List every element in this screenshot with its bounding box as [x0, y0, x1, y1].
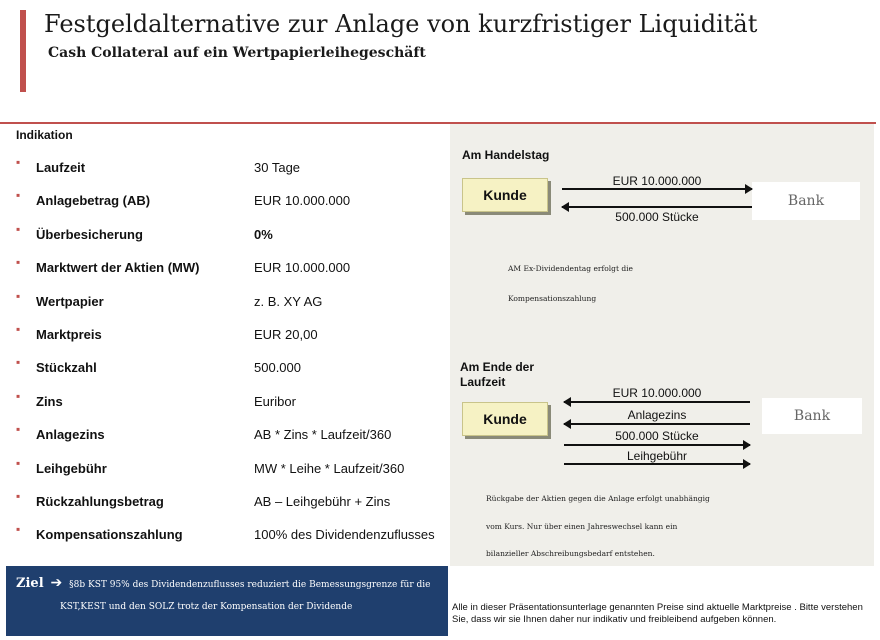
bullet: ▪ — [16, 188, 21, 203]
indication-row-wertpapier — [16, 286, 446, 319]
indication-row-ueberbesicherung — [16, 219, 446, 252]
laufzeitende-note-line1: Rückgabe der Aktien gegen die Anlage erfolgt unabhängig — [486, 494, 710, 503]
handelstag-note-line2: Kompensationszahlung — [508, 294, 597, 303]
indication-row-laufzeit — [16, 152, 446, 185]
laufzeitende-note-line2: vom Kurs. Nur über einen Jahreswechsel kann ein — [486, 522, 678, 531]
indication-value: AB * Zins * Laufzeit/360 — [254, 427, 392, 443]
arrow-label-leihgebuehr: Leihgebühr — [626, 449, 688, 463]
laufzeitende-title-line2: Laufzeit — [460, 375, 506, 389]
indication-value: 0% — [254, 226, 273, 242]
indication-label: Marktpreis — [36, 326, 102, 342]
bullet: ▪ — [16, 355, 21, 370]
indication-row-rueckzahlung — [16, 486, 446, 519]
indication-label: Anlagezins — [36, 427, 105, 443]
bullet: ▪ — [16, 522, 21, 537]
ziel-box — [6, 566, 448, 636]
indication-value: z. B. XY AG — [254, 293, 323, 309]
arrow-label-stuecke-return: 500.000 Stücke — [615, 429, 699, 443]
indication-row-anlagebetrag — [16, 185, 446, 218]
disclaimer-text: Alle in dieser Präsentationsunterlage genannten Preise sind aktuelle Marktpreise . Bitte verstehen Sie, dass wir sie Ihnen daher nur indikativ und freibleibend aufgeben können. — [452, 602, 863, 625]
arrow-label-eur: EUR 10.000.000 — [612, 174, 702, 188]
bullet: ▪ — [16, 488, 21, 503]
page-title: Festgeldalternative zur Anlage von kurzfristiger Liquidität — [44, 10, 758, 38]
arrow-label-eur-return: EUR 10.000.000 — [612, 386, 702, 400]
bullet: ▪ — [16, 288, 21, 303]
handelstag-note-line1: AM Ex-Dividendentag erfolgt die — [508, 264, 633, 273]
indication-row-marktpreis — [16, 319, 446, 352]
laufzeitende-title-line1: Am Ende der — [460, 360, 535, 374]
bullet: ▪ — [16, 255, 21, 270]
bullet: ▪ — [16, 321, 21, 336]
indication-label: Laufzeit — [36, 160, 86, 175]
indication-value: EUR 10.000.000 — [254, 193, 351, 209]
handelstag-title: Am Handelstag — [462, 148, 550, 162]
indication-label: Leihgebühr — [36, 460, 107, 476]
bullet: ▪ — [16, 221, 21, 236]
arrow-right-leihgebuehr — [564, 463, 750, 465]
indication-row-anlagezins — [16, 419, 446, 452]
indication-value: 500.000 — [254, 360, 301, 376]
indication-row-stueckzahl — [16, 352, 446, 385]
indication-label: Überbesicherung — [36, 226, 143, 242]
arrow-right-eur — [562, 188, 752, 190]
indication-label: Wertpapier — [36, 293, 104, 309]
indication-label: Kompensationszahlung — [36, 527, 183, 543]
bullet: ▪ — [16, 422, 21, 437]
indication-row-kompensation — [16, 519, 446, 552]
indication-row-marktwert — [16, 252, 446, 285]
title-accent-bar — [20, 10, 26, 92]
indication-label: Zins — [36, 393, 63, 409]
indication-value: Euribor — [254, 393, 296, 409]
indication-value: 30 Tage — [254, 160, 301, 175]
bullet: ▪ — [16, 455, 21, 470]
arrow-label-stuecke: 500.000 Stücke — [615, 210, 699, 224]
ziel-line1 — [16, 575, 430, 591]
indication-value: MW * Leihe * Laufzeit/360 — [254, 460, 405, 476]
page-subtitle: Cash Collateral auf ein Wertpapierleihegeschäft — [48, 45, 426, 61]
indication-heading: Indikation — [16, 128, 73, 142]
ziel-label: Ziel — [16, 576, 44, 591]
bullet: ▪ — [16, 388, 21, 403]
indication-label: Rückzahlungsbetrag — [36, 493, 164, 509]
indication-label: Stückzahl — [36, 360, 97, 376]
flow-diagram-panel — [450, 124, 874, 566]
arrow-label-anlagezins: Anlagezins — [627, 408, 687, 422]
indication-label: Anlagebetrag (AB) — [36, 193, 151, 209]
arrow-left-anlagezins — [564, 423, 750, 425]
indication-value: AB – Leihgebühr + Zins — [254, 493, 391, 509]
indication-row-zins — [16, 386, 446, 419]
arrow-left-stuecke — [562, 206, 752, 208]
laufzeitende-note-line3: bilanzieller Abschreibungsbedarf entstehen. — [486, 549, 655, 558]
arrow-right-stuecke-return — [564, 444, 750, 446]
bank-box-laufzeitende: Bank — [762, 398, 862, 434]
indication-value: EUR 20,00 — [254, 326, 318, 342]
kunde-box-handelstag: Kunde — [462, 178, 548, 212]
indication-value: EUR 10.000.000 — [254, 260, 351, 276]
ziel-text-line2: KST,KEST und den SOLZ trotz der Kompensation der Dividende — [60, 602, 353, 612]
indication-row-leihgebuehr — [16, 453, 446, 486]
kunde-box-laufzeitende: Kunde — [462, 402, 548, 436]
ziel-text-line1: §8b KST 95% des Dividendenzuflusses reduziert die Bemessungsgrenze für die — [69, 580, 431, 590]
indication-list — [16, 152, 446, 553]
arrow-right-icon: ➔ — [50, 575, 63, 591]
bullet: ▪ — [16, 155, 21, 169]
arrow-left-eur-return — [564, 401, 750, 403]
indication-value: 100% des Dividendenzuflusses — [254, 527, 435, 543]
indication-label: Marktwert der Aktien (MW) — [36, 260, 200, 276]
bank-box-handelstag: Bank — [752, 182, 860, 220]
